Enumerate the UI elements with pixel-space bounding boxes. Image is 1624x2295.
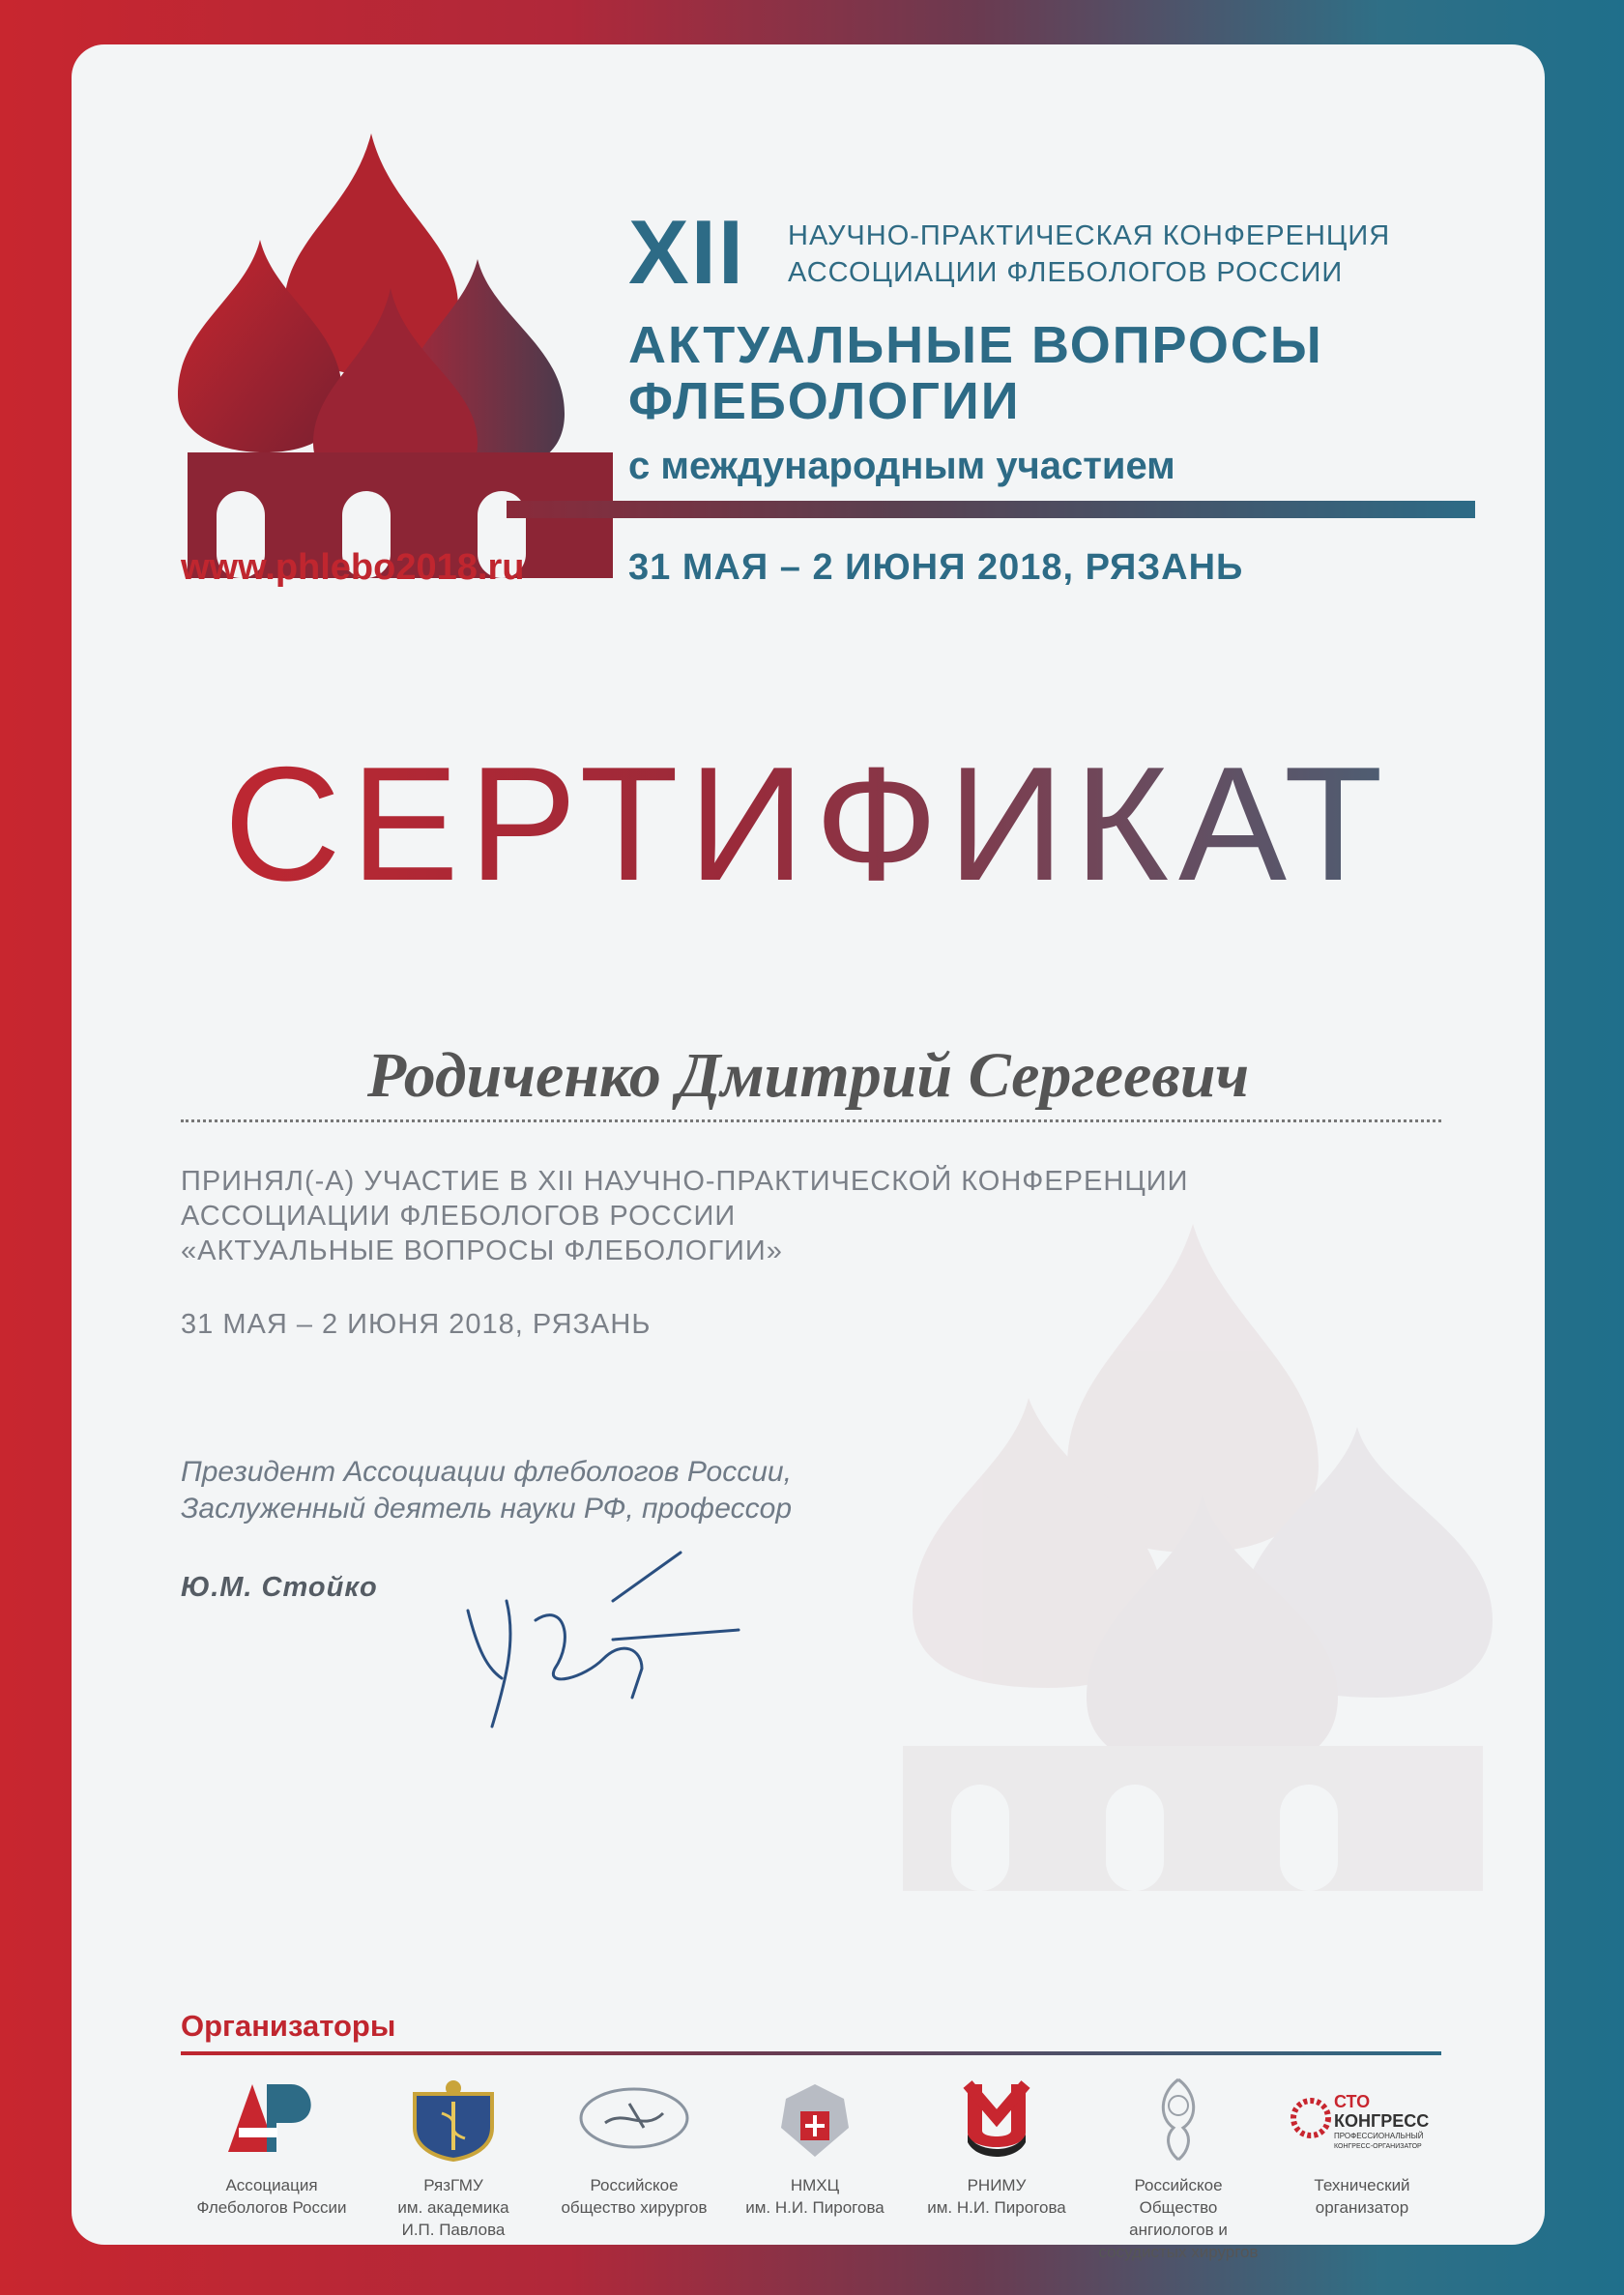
organizer-label: РязГМУ им. академика И.П. Павлова [397,2176,509,2239]
organizers-title: Организаторы [181,2009,396,2043]
surgeons-society-logo-icon [576,2075,692,2162]
nmhc-eagle-icon [757,2075,873,2162]
sto-congress-logo-icon [1290,2075,1435,2162]
conference-line-1: НАУЧНО-ПРАКТИЧЕСКАЯ КОНФЕРЕНЦИЯ [788,220,1391,251]
organizer-afr [180,2075,363,2220]
sto-logo-text-4: КОНГРЕСС-ОРГАНИЗАТОР [1334,2143,1422,2150]
recipient-name: Родиченко Дмитрий Сергеевич [366,1040,1250,1111]
rnimu-logo-icon [939,2075,1055,2162]
certificate-title: СЕРТИФИКАТ [72,742,1545,905]
sto-logo-text-1: СТО [1334,2092,1371,2111]
event-subtitle: с международным участием [628,445,1175,487]
ryazgmu-emblem-icon [395,2075,511,2162]
participation-line-3: «АКТУАЛЬНЫЕ ВОПРОСЫ ФЛЕБОЛОГИИ» [181,1235,783,1266]
event-title-line-2: ФЛЕБОЛОГИИ [628,372,1021,430]
organizer-angiologists [1087,2075,1270,2264]
sto-logo-text-3: ПРОФЕССИОНАЛЬНЫЙ [1334,2132,1424,2140]
organizer-label: Ассоциация Флебологов России [196,2176,347,2217]
signatory-title-2: Заслуженный деятель науки РФ, профессор [181,1493,793,1525]
organizer-label: Технический организатор [1314,2176,1410,2217]
organizer-sto-congress [1270,2075,1454,2220]
organizer-surgeons-society [542,2075,726,2220]
name-underline [181,1119,1441,1122]
header-divider [507,501,1475,518]
organizer-label: РНИМУ им. Н.И. Пирогова [927,2176,1066,2217]
sto-logo-text-2: КОНГРЕСС [1334,2111,1430,2131]
event-roman-numeral: XII [628,201,745,303]
organizer-nmhc [723,2075,907,2220]
angiologists-logo-icon [1120,2075,1236,2162]
organizers-divider [181,2051,1441,2055]
organizer-label: НМХЦ им. Н.И. Пирогова [745,2176,884,2217]
certificate-sheet [72,44,1545,2261]
event-dates: 31 МАЯ – 2 ИЮНЯ 2018, РЯЗАНЬ [628,547,1244,588]
handwritten-signature-icon [449,1533,777,1756]
event-title-line-1: АКТУАЛЬНЫЕ ВОПРОСЫ [628,316,1323,374]
organizer-rnimu [905,2075,1088,2220]
domes-watermark-icon [874,1205,1512,1901]
participation-dates: 31 МАЯ – 2 ИЮНЯ 2018, РЯЗАНЬ [181,1309,652,1340]
signatory-name: Ю.М. Стойко [181,1572,378,1603]
signatory-title-1: Президент Ассоциации флебологов России, [181,1456,792,1488]
participation-line-1: ПРИНЯЛ(-А) УЧАСТИЕ В XII НАУЧНО-ПРАКТИЧЕСКОЙ КОНФЕРЕНЦИИ [181,1166,1189,1197]
event-website: www.phlebo2018.ru [181,547,525,588]
conference-line-2: АССОЦИАЦИИ ФЛЕБОЛОГОВ РОССИИ [788,257,1344,288]
participation-line-2: АССОЦИАЦИИ ФЛЕБОЛОГОВ РОССИИ [181,1201,737,1232]
organizer-label: Российское Общество ангиологов и сосудистых хирургов [1098,2176,1259,2261]
organizer-ryazgmu [362,2075,545,2242]
organizer-label: Российское общество хирургов [561,2176,708,2217]
afr-logo-icon [214,2075,330,2162]
